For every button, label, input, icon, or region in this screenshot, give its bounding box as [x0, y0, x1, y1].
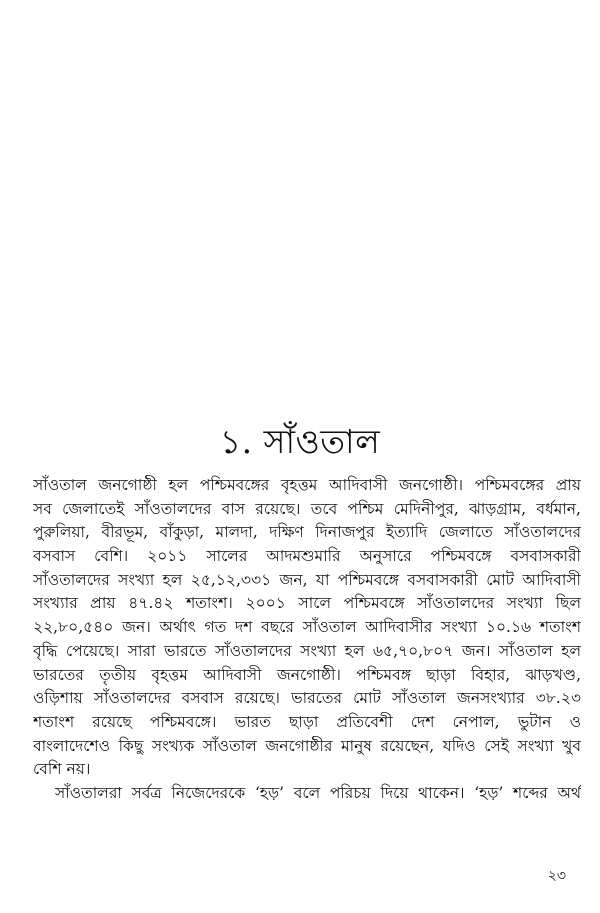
text-line: বসবাস বেশি। ২০১১ সালের আদমশুমারি অনুসারে পশ্চিমবঙ্গে বসবাসকারী	[33, 547, 581, 566]
text-line: ভারতের তৃতীয় বৃহত্তম আদিবাসী জনগোষ্ঠী। পশ্চিমবঙ্গ ছাড়া বিহার, ঝাড়খণ্ড,	[33, 665, 581, 684]
text-line: পুরুলিয়া, বীরভূম, বাঁকুড়া, মালদা, দক্ষিণ দিনাজপুর ইত্যাদি জেলাতে সাঁওতালদের	[33, 523, 581, 542]
paragraph	[33, 782, 581, 806]
text-line: বৃদ্ধি পেয়েছে। সারা ভারতে সাঁওতালদের সংখ্যা হল ৬৫,৭০,৮০৭ জন। সাঁওতাল হল	[33, 641, 581, 660]
body-text	[33, 474, 581, 806]
text-line: সব জেলাতেই সাঁওতালদের বাস রয়েছে। তবে পশ্চিম মেদিনীপুর, ঝাড়গ্রাম, বর্ধমান,	[33, 499, 581, 518]
page-number: ২৩	[547, 868, 566, 884]
text-line: সাঁওতালরা সর্বত্র নিজেদেরকে ‘হড়’ বলে পরিচয় দিয়ে থাকেন। ‘হড়’ শব্দের অর্থ	[55, 783, 581, 802]
text-line: ওড়িশায় সাঁওতালদের বসবাস রয়েছে। ভারতের মোট সাঁওতাল জনসংখ্যার ৩৮.২৩	[33, 689, 581, 708]
chapter-title: ১. সাঁওতাল	[219, 422, 381, 462]
text-line: সাঁওতালদের সংখ্যা হল ২৫,১২,৩৩১ জন, যা পশ্চিমবঙ্গে বসবাসকারী মোট আদিবাসী	[33, 570, 581, 589]
paragraph	[33, 474, 581, 782]
text-line: বেশি নয়।	[33, 760, 91, 779]
text-line: সাঁওতাল জনগোষ্ঠী হল পশ্চিমবঙ্গের বৃহত্তম আদিবাসী জনগোষ্ঠী। পশ্চিমবঙ্গের প্রায়	[33, 476, 581, 494]
text-line: সংখ্যার প্রায় ৪৭.৪২ শতাংশ। ২০০১ সালে পশ্চিমবঙ্গে সাঁওতালদের সংখ্যা ছিল	[33, 594, 581, 613]
text-line: বাংলাদেশেও কিছু সংখ্যক সাঁওতাল জনগোষ্ঠীর মানুষ রয়েছেন, যদিও সেই সংখ্যা খুব	[33, 736, 581, 755]
text-line: ২২,৮০,৫৪০ জন। অর্থাৎ গত দশ বছরে সাঁওতাল আদিবাসীর সংখ্যা ১০.১৬ শতাংশ	[33, 618, 581, 637]
text-line: শতাংশ রয়েছে পশ্চিমবঙ্গে। ভারত ছাড়া প্রতিবেশী দেশ নেপাল, ভুটান ও	[33, 712, 581, 731]
